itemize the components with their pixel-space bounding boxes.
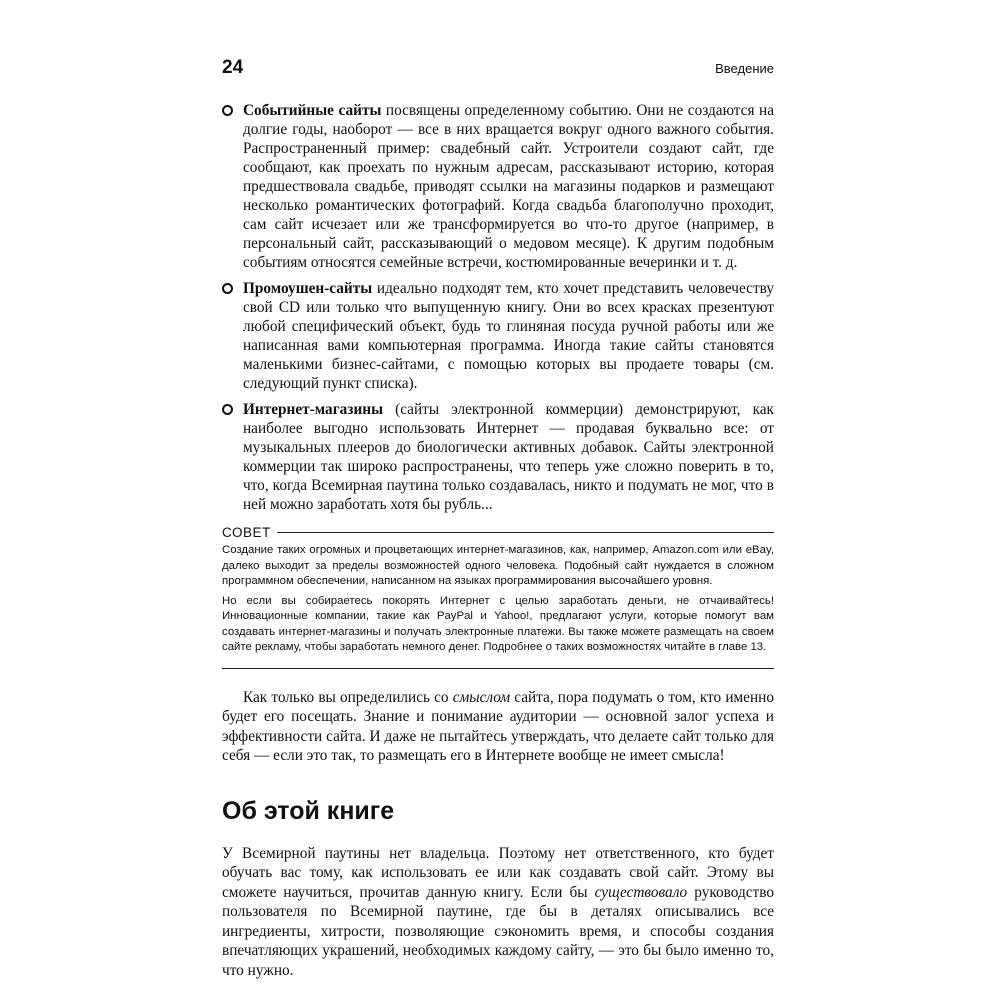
- tip-paragraph: Создание таких огромных и процветающих интернет-магазинов, как, например, Amazon.com или eBay, далеко выходит за пределы возможностей одного человека. Подобный сайт нуждается в сложном программном обеспечении, написанном на языках программирования высочайшего уровня.: [222, 544, 774, 587]
- bullet-text: (сайты электронной коммерции) демонстрируют, как наиболее выгодно использовать Интернет — продавая буквально все: от музыкальных плееров до биологически активных добавок. Сайты электронной коммерции так широко распространены, что теперь уже сложно поверить в то, что, когда Всемирная паутина только создавалась, никто и подумать не мог, что в ней можно заработать хотя бы рубль...: [243, 401, 774, 513]
- bullet-term: Интернет-магазины: [243, 401, 384, 418]
- bullet-text: идеально подходят тем, кто хочет представить человечеству свой CD или только что выпущенную книгу. Они во всех красках презентуют любой специфический объект, будь то глиняная посуда ручной работы или же написанная вами компьютерная программа. Иногда такие сайты становятся маленькими бизнес-сайтами, с помощью которых вы продаете товары (см. следующий пункт списка).: [243, 280, 774, 392]
- bullet-term: Событийные сайты: [243, 102, 382, 119]
- site-types-list: [222, 101, 774, 514]
- running-head: Введение: [715, 61, 774, 76]
- section-heading: Об этой книге: [222, 796, 395, 825]
- text-run: руководство пользователя по Всемирной паутине, где бы в деталях описывались все ингредиенты, хитрости, позволяющие сэкономить время, и способы создания впечатляющих украшений, необходимых каждому сайту, — это бы было именно то, что нужно.: [222, 883, 774, 979]
- tip-paragraph: Но если вы собираетесь покорять Интернет с целью заработать деньги, не отчаивайтесь! Инновационные компании, такие как PayPal и Yahoo!, предлагают услуги, которые помогут вам создавать интернет-магазины и получать электронные платежи. Вы также можете размещать на своем сайте рекламу, чтобы заработать немного денег. Подробнее о таких возможностях читайте в главе 13.: [222, 594, 774, 653]
- circle-bullet-icon: [222, 404, 233, 415]
- list-item: [222, 279, 774, 393]
- page-header: [222, 57, 774, 81]
- bullet-term: Промоушен-сайты: [243, 280, 373, 297]
- emphasis-text: существовало: [594, 883, 688, 901]
- text-run: сайта, пора подумать о том, кто именно будет его посещать. Знание и понимание аудитории — основной залог успеха и эффективности сайта. И даже не пытайтесь утверждать, что делаете сайт только для себя — если это так, то размещать его в Интернете вообще не имеет смысла!: [222, 688, 774, 764]
- text-run: Как только вы определились со: [243, 688, 453, 706]
- emphasis-text: смыслом: [452, 688, 511, 706]
- page-number: 24: [222, 57, 244, 78]
- circle-bullet-icon: [222, 105, 233, 116]
- list-item: [222, 400, 774, 514]
- body-paragraph: [222, 688, 774, 766]
- tip-box: [222, 521, 774, 669]
- circle-bullet-icon: [222, 283, 233, 294]
- tip-title: СОВЕТ: [222, 524, 271, 540]
- text-run: У Всемирной паутины нет владельца. Поэтому нет ответственного, кто будет обучать вас тому, как использовать ее или как создавать свой сайт. Этому вы сможете научиться, прочитав данную книгу. Если бы: [222, 844, 774, 901]
- tip-divider: [277, 532, 774, 533]
- list-item: [222, 101, 774, 272]
- page-content: [222, 101, 774, 980]
- body-paragraph: [222, 844, 774, 981]
- tip-title-row: [222, 521, 774, 543]
- bullet-text: посвящены определенному событию. Они не создаются на долгие годы, наоборот — все в них вращается вокруг одного важного события. Распространенный пример: свадебный сайт. Устроители создают сайт, где сообщают, как проехать по нужным адресам, рассказывают историю, которая предшествовала свадьбе, приводят ссылки на магазины подарков и размещают несколько романтических фотографий. Когда свадьба благополучно проходит, сам сайт исчезает или же трансформируется во что-то другое (например, в персональный сайт, рассказывающий о медовом месяце). К другим подобным событиям относятся семейные встречи, костюмированные вечеринки и т. д.: [243, 102, 774, 271]
